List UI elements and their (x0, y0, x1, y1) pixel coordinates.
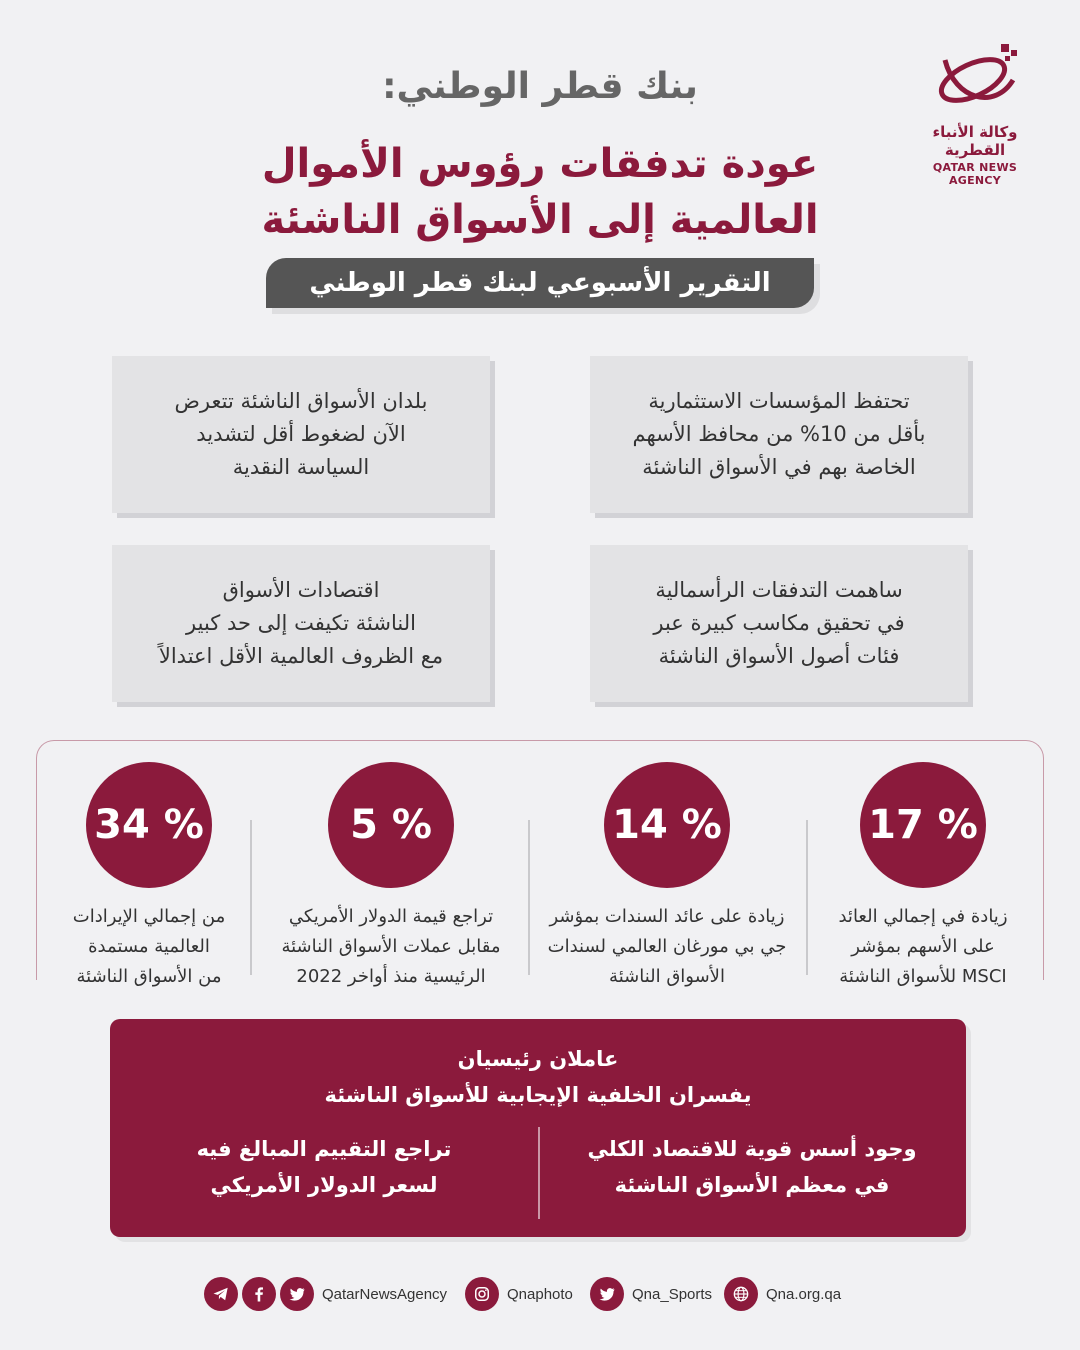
stat-line: الرئيسية منذ أواخر 2022 (296, 966, 486, 987)
card-line: مع الظروف العالمية الأقل اعتدالاً (158, 644, 444, 668)
info-card-4 (112, 545, 490, 702)
twitter-icon[interactable] (280, 1277, 314, 1311)
stat-line: تراجع قيمة الدولار الأمريكي (288, 906, 494, 927)
stat-line: زيادة على عائد السندات بمؤشر (549, 906, 785, 927)
footer-sports-group (590, 1276, 712, 1312)
facebook-icon[interactable] (242, 1277, 276, 1311)
card-line: الخاصة بهم في الأسواق الناشئة (642, 455, 916, 479)
card-line: ساهمت التدفقات الرأسمالية (655, 578, 903, 602)
factors-box (110, 1019, 966, 1237)
page-subtitle: بنك قطر الوطني: (382, 66, 698, 107)
factors-title: عاملان رئيسيان (457, 1047, 619, 1071)
stat-bonds (542, 762, 792, 992)
card-line: فئات أصول الأسواق الناشئة (658, 644, 900, 668)
factor-line: في معظم الأسواق الناشئة (614, 1173, 890, 1197)
stat-circle: 34 % (86, 762, 212, 888)
stat-circle: 17 % (860, 762, 986, 888)
card-line: تحتفظ المؤسسات الاستثمارية (648, 389, 910, 413)
card-line: الناشئة تكيفت إلى حد كبير (186, 611, 416, 635)
stat-line: الأسواق الناشئة (609, 966, 725, 987)
info-card-3 (590, 545, 968, 702)
factor-line: تراجع التقييم المبالغ فيه (196, 1137, 452, 1161)
website-link[interactable]: Qna.org.qa (766, 1285, 842, 1303)
stat-line: زيادة في إجمالي العائد (838, 906, 1008, 927)
stat-dollar (266, 762, 516, 992)
card-line: في تحقيق مكاسب كبيرة عبر (653, 611, 905, 635)
title-line-2: العالمية إلى الأسواق الناشئة (261, 197, 819, 243)
globe-icon[interactable] (724, 1277, 758, 1311)
social-handle[interactable]: QatarNewsAgency (322, 1285, 448, 1303)
instagram-handle[interactable]: Qnaphoto (507, 1285, 573, 1303)
stat-line: من الأسواق الناشئة (76, 966, 222, 987)
report-banner: التقرير الأسبوعي لبنك قطر الوطني (266, 258, 814, 308)
logo-english-text: QATAR NEWS AGENCY (932, 161, 1018, 187)
stat-revenue (24, 762, 274, 992)
stat-line: مقابل عملات الأسواق الناشئة (281, 936, 501, 957)
stat-divider (806, 820, 808, 975)
logo-arabic-text: وكالة الأنباء القطرية (932, 123, 1018, 159)
stat-line: جي بي مورغان العالمي لسندات (547, 936, 787, 957)
factors-divider (538, 1127, 540, 1219)
instagram-icon[interactable] (465, 1277, 499, 1311)
stat-line: العالمية مستمدة (88, 936, 210, 957)
factor-right (538, 1131, 966, 1203)
page-title (0, 136, 1080, 248)
stat-circle: 5 % (328, 762, 454, 888)
card-line: الآن لضغوط أقل لتشديد (196, 422, 406, 446)
info-card-2 (112, 356, 490, 513)
card-line: اقتصادات الأسواق (222, 578, 380, 602)
stat-divider (528, 820, 530, 975)
footer-website-group (724, 1276, 841, 1312)
info-card-1 (590, 356, 968, 513)
factors-subtitle: يفسران الخلفية الإيجابية للأسواق الناشئة (324, 1083, 752, 1107)
factor-line: وجود أسس قوية للاقتصاد الكلي (587, 1137, 917, 1161)
stat-line: من إجمالي الإيرادات (72, 906, 226, 927)
twitter-icon[interactable] (590, 1277, 624, 1311)
stat-line: على الأسهم بمؤشر (851, 936, 995, 957)
card-line: بلدان الأسواق الناشئة تتعرض (174, 389, 428, 413)
factor-left (110, 1131, 538, 1203)
footer-social-group (204, 1276, 447, 1312)
footer-instagram-group (465, 1276, 573, 1312)
stat-msci (798, 762, 1048, 992)
stat-line: MSCI للأسواق الناشئة (839, 966, 1007, 987)
factor-line: لسعر الدولار الأمريكي (210, 1173, 438, 1197)
card-line: بأقل من 10% من محافظ الأسهم (632, 422, 926, 446)
card-line: السياسة النقدية (232, 455, 370, 479)
title-line-1: عودة تدفقات رؤوس الأموال (261, 141, 819, 187)
sports-handle[interactable]: Qna_Sports (632, 1285, 713, 1303)
stat-circle: 14 % (604, 762, 730, 888)
telegram-icon[interactable] (204, 1277, 238, 1311)
